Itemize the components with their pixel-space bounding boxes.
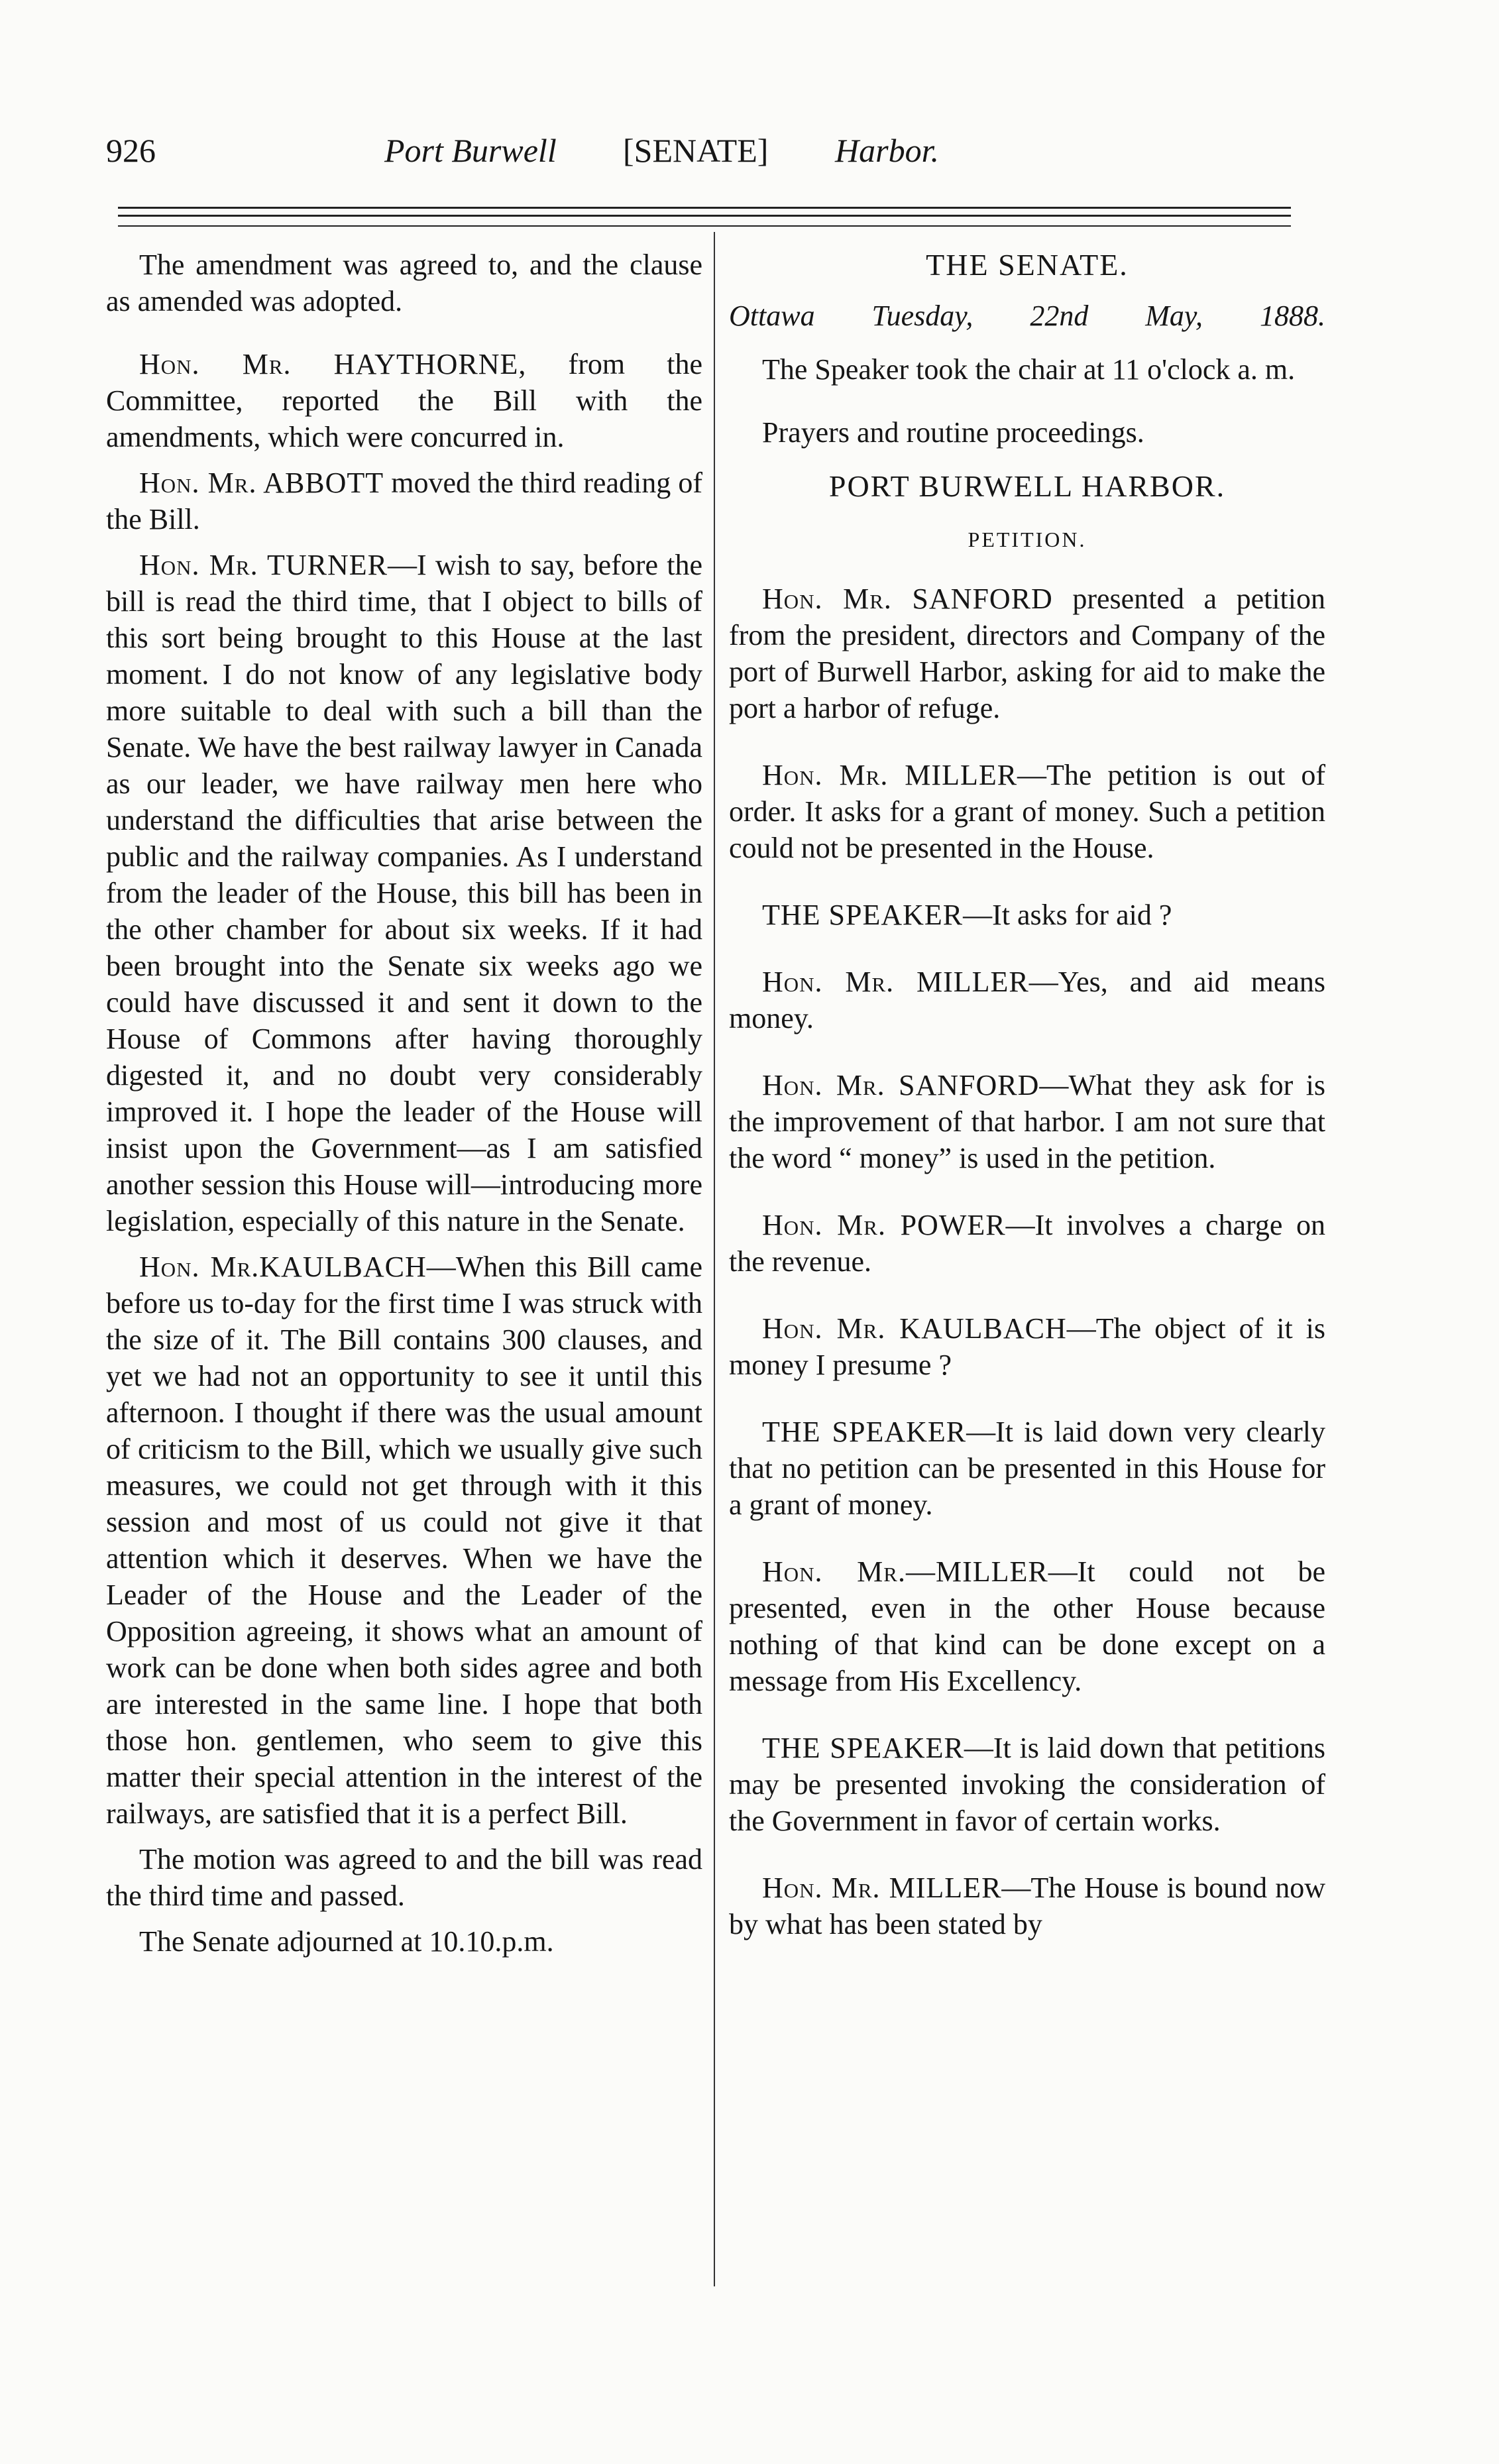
header-rule	[118, 215, 1291, 217]
paragraph	[106, 346, 702, 455]
paragraph	[729, 897, 1325, 933]
paragraph-text: —It involves a charge on the revenue.	[729, 1209, 1326, 1278]
dateline	[729, 298, 1325, 334]
paragraph	[729, 1414, 1325, 1523]
section-title: PORT BURWELL HARBOR.	[828, 469, 1226, 503]
paragraph-text: moved the third reading of the Bill.	[106, 467, 702, 535]
speaker-name: Hon. Mr. KAULBACH	[762, 1312, 1067, 1345]
speaker-name: Hon. Mr.KAULBACH	[139, 1251, 427, 1283]
paragraph-text: The amendment was agreed to, and the clause as amended was adopted.	[106, 249, 702, 317]
paragraph-text: —The object of it is money I presume ?	[729, 1312, 1325, 1381]
paragraph	[729, 1207, 1325, 1280]
paragraph	[729, 964, 1325, 1036]
paragraph-text: from the Committee, reported the Bill with the amendments, which were concurred in.	[106, 348, 702, 453]
paragraph	[729, 1553, 1325, 1699]
running-head-center: [SENATE]	[623, 132, 769, 169]
paragraph	[729, 1870, 1325, 1942]
header-rule	[118, 207, 1291, 209]
paragraph-text: —It is laid down that petitions may be presented invoking the consideration of the Government in favor of certain works.	[729, 1732, 1325, 1837]
left-column	[106, 247, 702, 1969]
running-head-right: Harbor.	[835, 132, 939, 169]
paragraph-text: —The House is bound now by what has been stated by	[729, 1872, 1325, 1940]
paragraph-text: —It is laid down very clearly that no petition can be presented in this House for a grant of money.	[729, 1416, 1326, 1521]
dateline-date: 22nd	[1030, 300, 1089, 332]
paragraph	[106, 1841, 702, 1914]
paragraph	[106, 465, 702, 537]
running-head	[106, 131, 1034, 178]
speaker-name: Hon. Mr. MILLER	[762, 966, 1029, 998]
paragraph	[729, 581, 1325, 726]
paragraph	[106, 247, 702, 319]
right-column	[729, 247, 1325, 1973]
paragraph-text: —When this Bill came before us to-day for the first time I was struck with the size of it. The Bill contains 300 clauses, and yet we had not an opportunity to see it until this afternoon. I thought if there was the usual amount of criticism to the Bill, which we usually give such measures, we could not get through with it this session and most of us could not give it that attention which it deserves. When we have the Leader of the House and the Leader of the Opposition agreeing, it shows what an amount of work can be done when both sides agree and both are interested in the same line. I hope that both those hon. gentlemen, who seem to give this matter their special attention in the interest of the railways, are satisfied that it is a perfect Bill.	[106, 1251, 702, 1830]
speaker-name: Hon. Mr. MILLER	[762, 759, 1018, 791]
speaker-name: THE SPEAKER	[762, 1416, 967, 1448]
running-head-left: Port Burwell	[384, 132, 557, 169]
paragraph-text: —The petition is out of order. It asks for a grant of money. Such a petition could not be presented in the House.	[729, 759, 1325, 864]
header-rule	[118, 225, 1291, 227]
paragraph-text: presented a petition from the president, directors and Company of the port of Burwell Harbor, asking for aid to make the port a harbor of refuge.	[729, 583, 1325, 724]
speaker-name: Hon. Mr. ABBOTT	[139, 467, 384, 499]
speaker-name: Hon. Mr. TURNER	[139, 549, 388, 581]
paragraph	[106, 547, 702, 1239]
paragraph-text: The Senate adjourned at 10.10.p.m.	[139, 1925, 554, 1958]
speaker-name: THE SPEAKER	[762, 1732, 964, 1764]
paragraph	[729, 1730, 1325, 1839]
paragraph	[106, 1923, 702, 1960]
subheading: PETITION.	[968, 528, 1087, 551]
section-heading: THE SENATE.	[926, 248, 1129, 282]
paragraph	[729, 1067, 1325, 1176]
speaker-name: Hon. Mr. HAYTHORNE,	[139, 348, 527, 380]
page-number: 926	[106, 132, 156, 169]
paragraph-text: —It asks for aid ?	[963, 899, 1172, 931]
paragraph-text: —I wish to say, before the bill is read the third time, that I object to bills of this sort being brought to this House at the last moment. I do not know of any legislative body more suitable to deal with such a bill than the Senate. We have the best railway lawyer in Canada as our leader, we have railway men here who understand the difficulties that arise between the public and the railway companies. As I understand from the leader of the House, this bill has been in the other chamber for about six weeks. If it had been brought into the Senate six weeks ago we could have discussed it and sent it down to the House of Commons after having thoroughly digested it, and no doubt very considerably improved it. I hope the leader of the House will insist upon the Government—as I am satisfied another session this House will—introducing more legislation, especially of this nature in the Senate.	[106, 549, 702, 1237]
speaker-name: Hon. Mr. POWER	[762, 1209, 1006, 1241]
column-divider	[714, 232, 715, 2286]
paragraph	[106, 1249, 702, 1832]
paragraph	[729, 757, 1325, 866]
paragraph-text: —What they ask for is the improvement of that harbor. I am not sure that the word “ money” is used in the petition.	[729, 1069, 1326, 1174]
speaker-name: Hon. Mr. SANFORD	[762, 583, 1053, 615]
paragraph: The Speaker took the chair at 11 o'clock a. m.	[762, 353, 1296, 386]
paragraph-text: —It could not be presented, even in the other House because nothing of that kind can be done except on a message from His Excellency.	[729, 1555, 1325, 1697]
paragraph-text: —Yes, and aid means money.	[729, 966, 1325, 1035]
speaker-name: THE SPEAKER	[762, 899, 964, 931]
dateline-day: Tuesday,	[871, 300, 973, 332]
dateline-year: 1888.	[1260, 300, 1326, 332]
speaker-name: Hon. Mr. MILLER	[762, 1872, 1002, 1904]
speaker-name: Hon. Mr.—MILLER	[762, 1555, 1048, 1588]
speaker-name: Hon. Mr. SANFORD	[762, 1069, 1040, 1101]
dateline-month: May,	[1145, 300, 1203, 332]
paragraph-text: The motion was agreed to and the bill was read the third time and passed.	[106, 1843, 702, 1912]
dateline-place: Ottawa	[729, 300, 815, 332]
paragraph: Prayers and routine proceedings.	[762, 416, 1144, 449]
paragraph	[729, 1310, 1325, 1383]
